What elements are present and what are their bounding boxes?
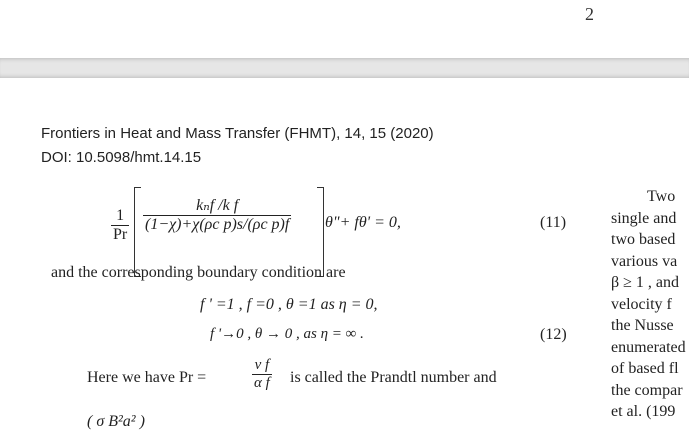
prandtl-den: α f [254,375,270,391]
right-col-line: two based [611,231,676,248]
eq11-main-fraction [143,195,291,234]
right-col-line: the compar [611,381,683,399]
right-col-line: enumerated [611,338,686,356]
eq11-numerator: kₙf /k f [143,195,291,216]
eq12-number: (12) [540,326,567,343]
page-top-area [0,0,689,58]
eq12-line1: f ' =1 , f =0 , θ =1 as η = 0, [200,296,378,313]
doi-line: DOI: 10.5098/hmt.14.15 [41,149,202,166]
prandtl-fraction [252,357,272,392]
eq12-line2: f '→0 , θ → 0 , as η = ∞ . [210,326,364,342]
right-col-line: et al. (199 [611,403,676,420]
journal-citation: Frontiers in Heat and Mass Transfer (FHMT), 14, 15 (2020) [41,125,434,142]
page-separator [0,58,689,78]
prandtl-after: is called the Prandtl number and [290,369,497,386]
right-column [611,186,689,423]
right-col-line: velocity f [611,295,672,313]
prandtl-before: Here we have Pr = [87,369,207,386]
right-col-line: single and [611,209,677,227]
prandtl-num: ν f [252,357,272,375]
eq11-lead-fraction [111,207,129,244]
right-col-line: Two [647,188,676,205]
cut-off-line: ( σ B²a² ) [87,413,145,430]
right-col-line: various va [611,252,678,270]
right-col-line: the Nusse [611,317,674,334]
boundary-text: and the corresponding boundary condition are [51,264,346,281]
eq11-rest: θ"+ fθ' = 0, [325,214,401,231]
eq11-lead-num: 1 [111,207,129,226]
right-col-line: β ≥ 1 , and [611,274,680,291]
eq11-number: (11) [540,214,567,231]
eq11-denominator: (1−χ)+χ(ρc p)s/(ρc p)f [145,216,290,233]
page-number: 2 [585,4,594,24]
right-col-line: of based fl [611,360,679,377]
eq11-lead-den: Pr [113,226,128,243]
